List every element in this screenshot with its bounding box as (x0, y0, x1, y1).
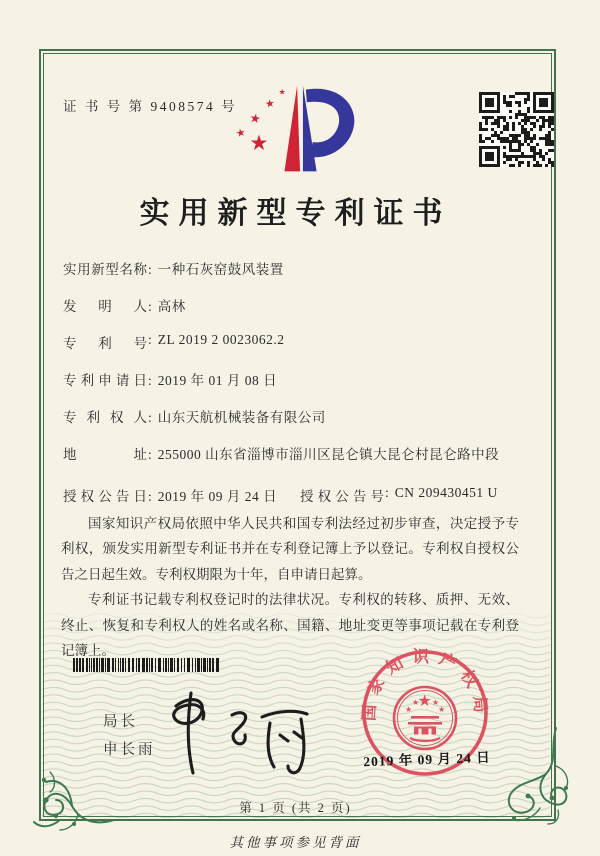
grant-date-label: 授权公告日 (63, 489, 147, 504)
field-label: 地址 (63, 447, 147, 462)
svg-text:★: ★ (412, 698, 420, 707)
svg-text:★: ★ (432, 698, 440, 707)
cnipa-logo-icon (228, 74, 374, 186)
grant-number: 授权公告号: CN 209430451 U (300, 485, 498, 504)
legal-paragraph-1: 国家知识产权局依照中华人民共和国专利法经过初步审查，决定授予专利权，颁发实用新型专利证书并在专利登记簿上予以登记。专利权自授权公告之日起生效。专利权期限为十年，自申请日起算。 (61, 516, 519, 582)
barcode-icon (73, 658, 223, 672)
national-emblem-icon (394, 687, 456, 749)
svg-text:★: ★ (248, 109, 263, 127)
field-value: ZL 2019 2 0023062.2 (157, 332, 285, 347)
field-value: 255000 山东省淄博市淄川区昆仑镇大昆仑村昆仑路中段 (157, 447, 500, 462)
field-list (63, 258, 533, 480)
certificate-number: 证 书 号 第 9408574 号 (63, 99, 238, 114)
field-label: 专利申请日 (63, 373, 147, 388)
svg-text:★: ★ (405, 705, 413, 714)
field-label: 专利权人 (63, 410, 147, 425)
svg-text:★: ★ (234, 125, 247, 141)
svg-text:★: ★ (249, 130, 269, 156)
flourish-bottom-left-icon (30, 750, 116, 834)
field-inventor: 发明人: 高林 (63, 295, 533, 332)
field-utility-name: 实用新型名称: 一种石灰窑鼓风装置 (63, 258, 533, 295)
field-patentee: 专利权人: 山东天航机械装备有限公司 (63, 406, 533, 443)
signer-name: 申长雨 (103, 742, 156, 758)
seal-agency-text: 国家知识产权局 (359, 647, 491, 722)
svg-text:★: ★ (438, 705, 446, 714)
svg-text:★: ★ (278, 87, 286, 97)
field-label: 专利号 (63, 336, 147, 351)
legal-text (61, 511, 519, 663)
field-value: 2019 年 01 月 08 日 (157, 373, 278, 388)
svg-text:★: ★ (417, 691, 432, 710)
field-value: 山东天航机械装备有限公司 (157, 410, 326, 425)
grant-number-label: 授权公告号 (300, 489, 384, 504)
svg-text:★: ★ (264, 96, 276, 111)
page-number: 第 1 页 (共 2 页) (239, 801, 352, 815)
field-value: 高林 (157, 299, 186, 314)
grant-date-value: 2019 年 09 月 24 日 (157, 489, 278, 504)
seal-date: 2019 年 09 月 24 日 (363, 749, 491, 770)
field-patent-number: 专利号: ZL 2019 2 0023062.2 (63, 332, 285, 351)
back-side-note: 其他事项参见背面 (229, 835, 362, 850)
signature-icon (146, 686, 314, 778)
grant-number-value: CN 209430451 U (394, 485, 498, 500)
legal-paragraph-2: 专利证书记载专利权登记时的法律状况。专利权的转移、质押、无效、终止、恢复和专利权人的姓名或名称、国籍、地址变更等事项记载在专利登记簿上。 (61, 592, 519, 659)
grant-row: 授权公告日: 2019 年 09 月 24 日 授权公告号: CN 209430451 U (63, 485, 498, 504)
field-address: 地址: 255000 山东省淄博市淄川区昆仑镇大昆仑村昆仑路中段 (63, 443, 533, 480)
certificate-title: 实用新型专利证书 (139, 197, 452, 230)
field-value: 一种石灰窑鼓风装置 (157, 262, 284, 277)
signer-title: 局长 (103, 714, 138, 730)
svg-text:国家知识产权局 (359, 647, 490, 721)
field-label: 发明人 (63, 299, 147, 314)
field-filing-date: 专利申请日: 2019 年 01 月 08 日 (63, 369, 533, 406)
field-label: 实用新型名称 (63, 262, 147, 277)
qr-code-icon (479, 92, 554, 167)
